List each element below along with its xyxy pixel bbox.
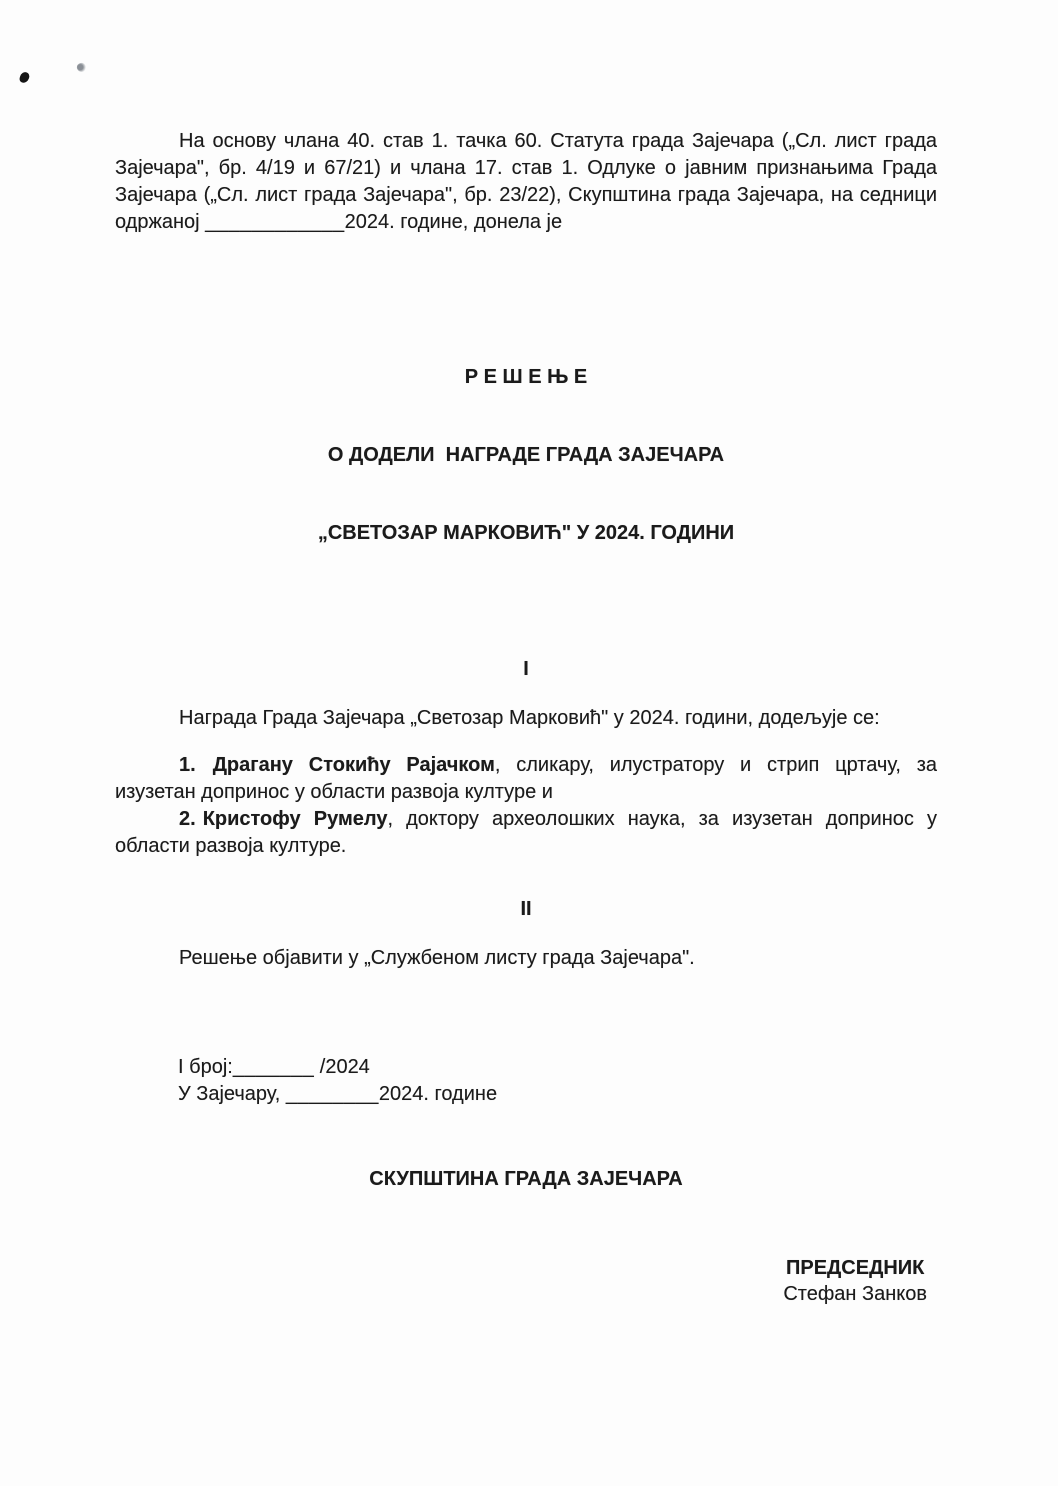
recipient-1-number: 1. — [179, 754, 196, 776]
preamble-paragraph — [115, 128, 937, 236]
document-title — [115, 312, 937, 598]
preamble-text-before-blank: На основу члана 40. став 1. тачка 60. Статута града Зајечара („Сл. лист града Зајечара", бр. 4/19 и 67/21) и члана 17. став 1. Одлуке о јавним признањима Града Зајечара („Сл. лист града Зајечара", бр. 23/22), Скупштина града Зајечара, на седници одржаној — [115, 130, 937, 233]
reference-date-suffix: 2024. године — [378, 1083, 498, 1105]
document-content — [115, 0, 937, 1307]
reference-number-blank: _______ — [232, 1056, 315, 1078]
recipient-2-number: 2. — [179, 808, 196, 830]
recipient-item-2 — [115, 806, 937, 860]
recipient-item-1 — [115, 752, 937, 806]
recipient-1-description: , сликару, илустратору и стрип цртачу, за изузетан допринос у области развоја културе и — [115, 754, 937, 803]
recipient-2-description: , доктору археолошких наука, за изузетан допринос у области развоја културе. — [115, 808, 937, 857]
section-2-numeral: II — [520, 898, 532, 920]
reference-number-label: I број: — [178, 1056, 233, 1078]
signature-area — [115, 1255, 937, 1307]
reference-block — [178, 1054, 937, 1108]
section-1-numeral: I — [523, 658, 529, 680]
assembly-name: СКУПШТИНА ГРАДА ЗАЈЕЧАРА — [369, 1168, 683, 1190]
preamble-text-after-blank: 2024. године, донела је — [344, 211, 563, 233]
signer-title: ПРЕДСЕДНИК — [785, 1257, 925, 1279]
title-line-year: „СВЕТОЗАР МАРКОВИЋ" У 2024. ГОДИНИ — [317, 522, 735, 544]
reference-number-suffix: /2024 — [314, 1056, 370, 1078]
recipient-2-name: Кристофу Румелу — [202, 808, 388, 830]
publication-paragraph: Решење објавити у „Службеном листу града Зајечара". — [179, 947, 695, 969]
title-line-award: О ДОДЕЛИ НАГРАДЕ ГРАДА ЗАЈЕЧАРА — [327, 444, 725, 466]
session-date-blank: ____________ — [205, 211, 345, 233]
reference-date-blank: ________ — [285, 1083, 379, 1105]
scan-speck-light — [75, 61, 87, 73]
reference-place-line — [178, 1081, 937, 1108]
award-intro-paragraph: Награда Града Зајечара „Светозар Марковић" у 2024. години, додељује се: — [179, 707, 880, 729]
recipient-1-name: Драгану Стокићу Рајачком — [212, 754, 495, 776]
signer-name: Стефан Занков — [783, 1283, 927, 1305]
reference-place-label: У Зајечару, — [178, 1083, 286, 1105]
signature-block — [783, 1255, 927, 1307]
scan-speck-dark — [19, 71, 31, 84]
reference-number-line — [178, 1054, 937, 1081]
title-line-resenje: Р Е Ш Е Њ Е — [464, 366, 588, 388]
recipients-list — [115, 752, 937, 860]
